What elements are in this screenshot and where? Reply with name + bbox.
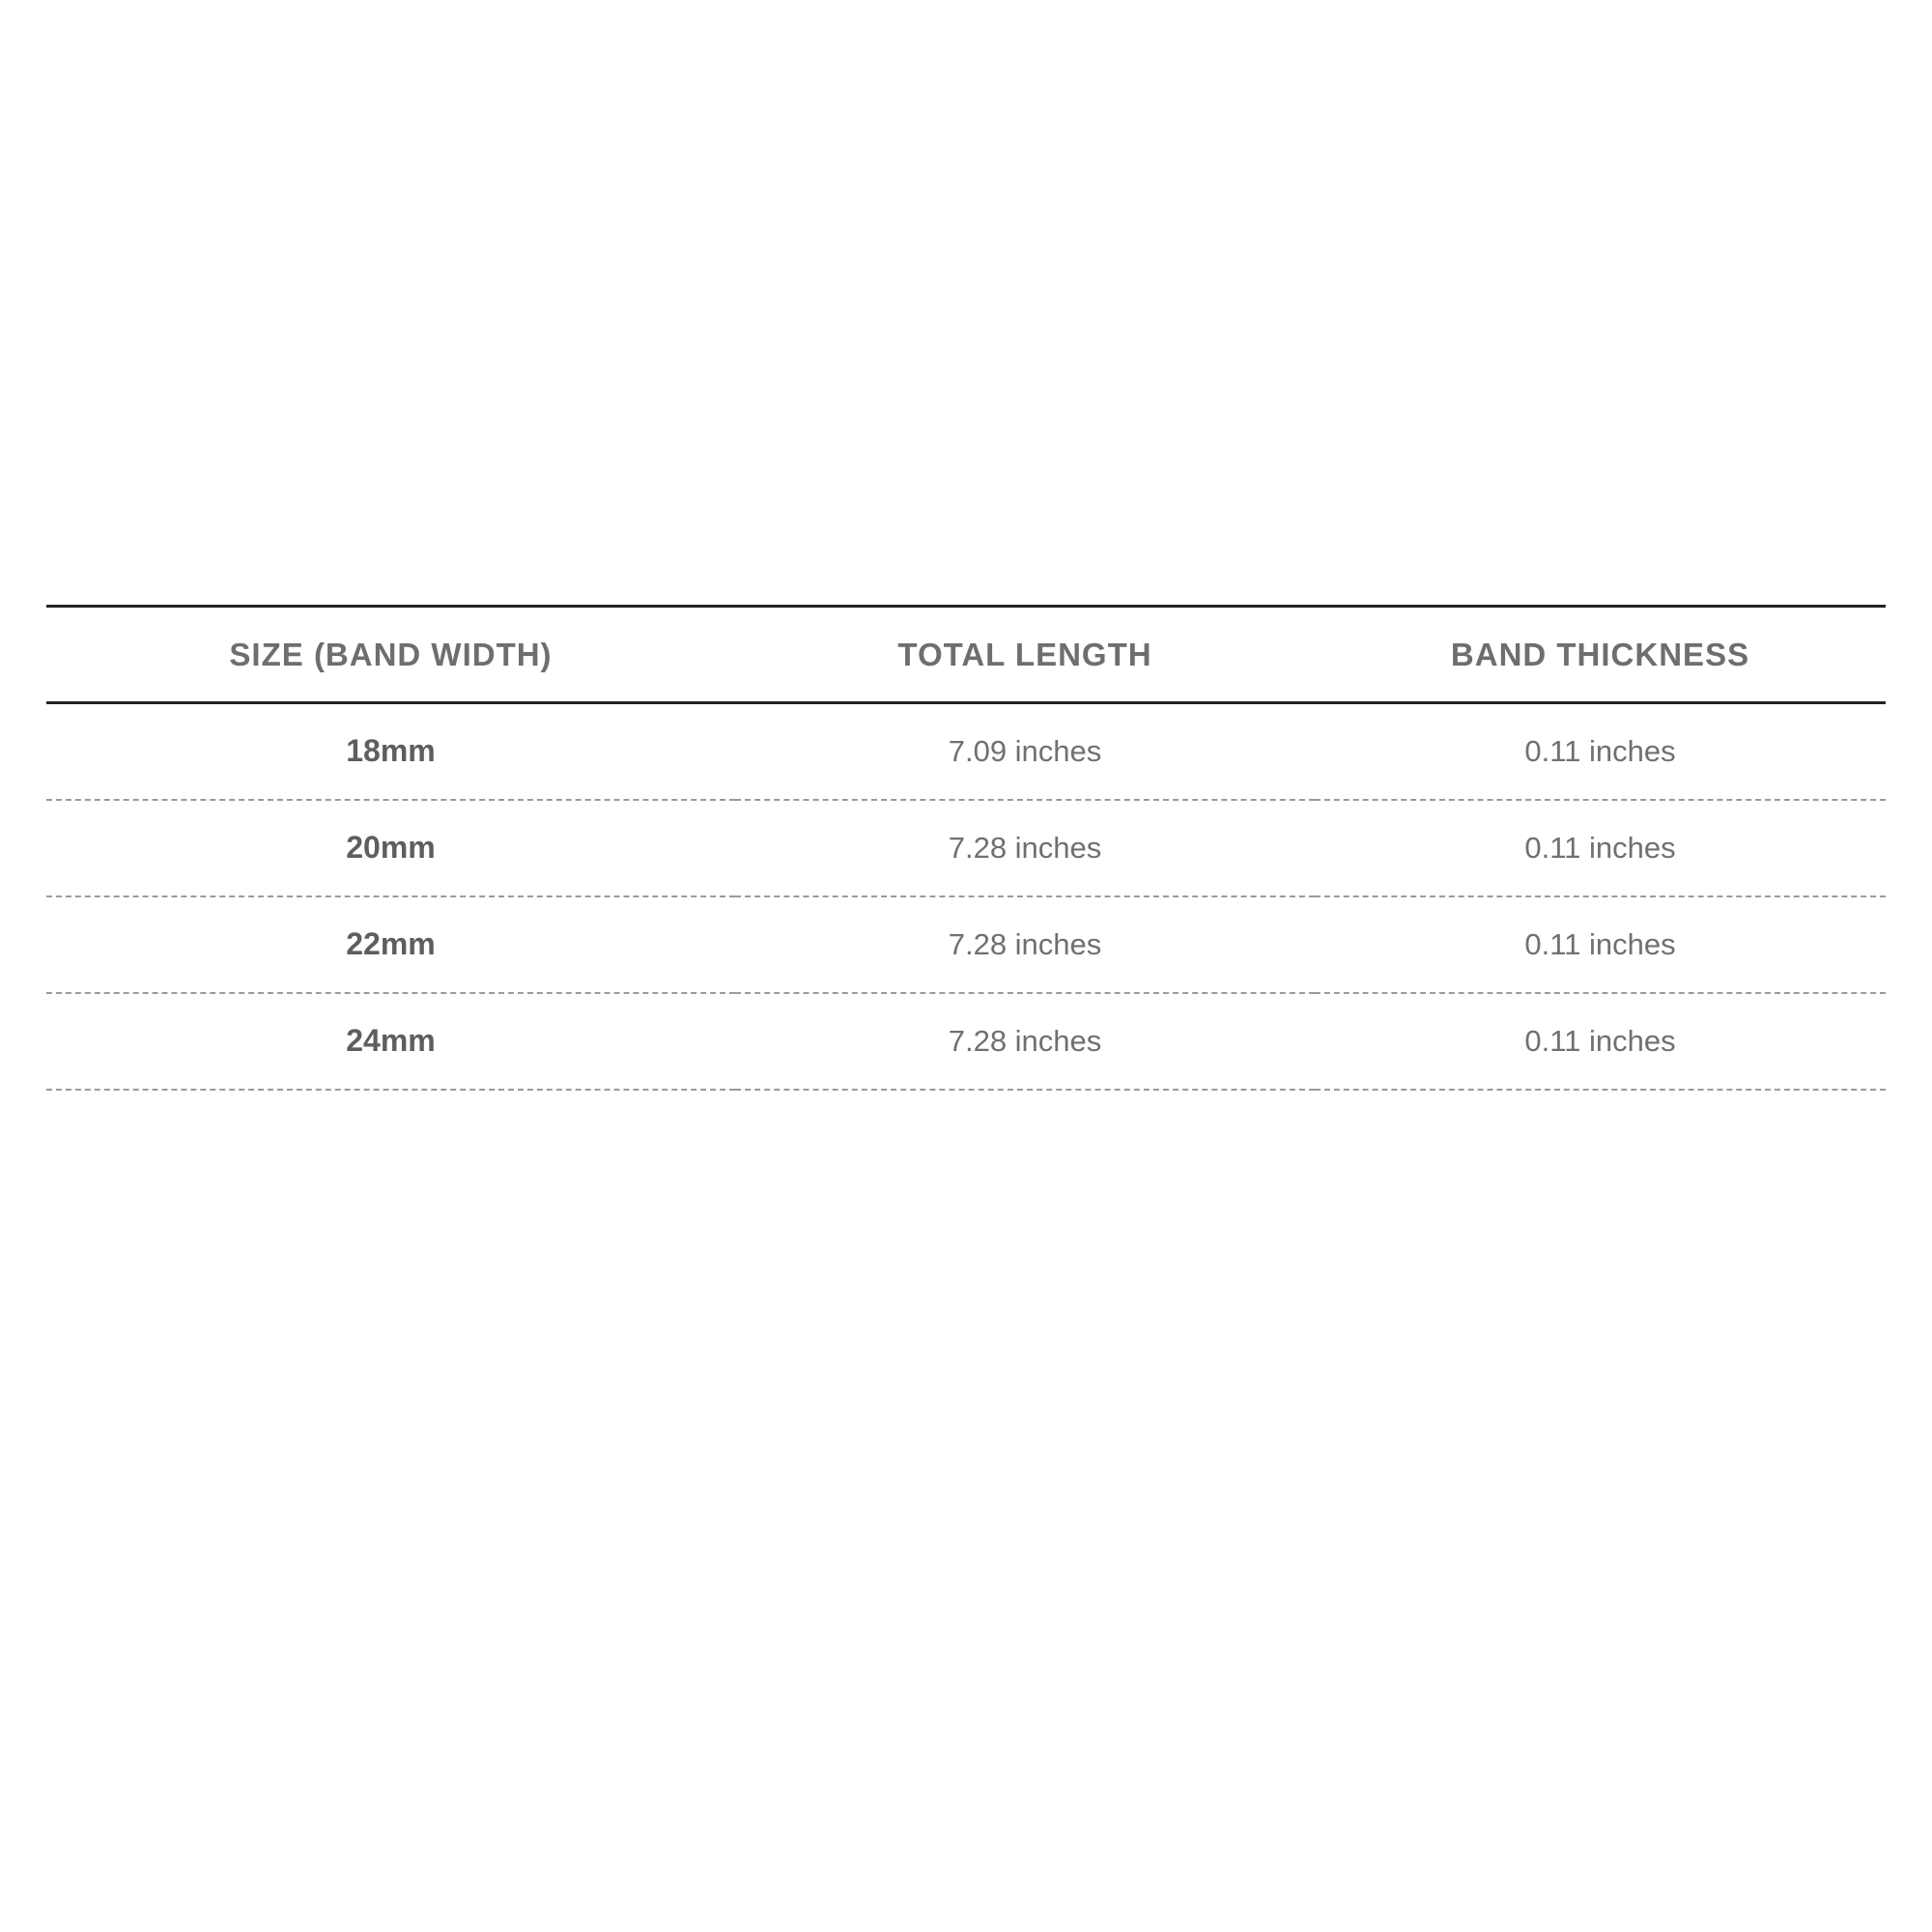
header-band-thickness: BAND THICKNESS <box>1315 607 1886 703</box>
header-row <box>46 607 1886 703</box>
header-size: SIZE (BAND WIDTH) <box>46 607 735 703</box>
band-thickness-cell: 0.11 inches <box>1315 800 1886 896</box>
header-total-length: TOTAL LENGTH <box>735 607 1315 703</box>
table-row <box>46 896 1886 993</box>
total-length-cell: 7.28 inches <box>735 993 1315 1090</box>
band-thickness-cell: 0.11 inches <box>1315 896 1886 993</box>
size-cell: 24mm <box>46 993 735 1090</box>
size-table <box>46 605 1886 1091</box>
size-cell: 18mm <box>46 703 735 800</box>
table-row <box>46 800 1886 896</box>
size-cell: 22mm <box>46 896 735 993</box>
band-thickness-cell: 0.11 inches <box>1315 993 1886 1090</box>
size-cell: 20mm <box>46 800 735 896</box>
table-row <box>46 993 1886 1090</box>
total-length-cell: 7.28 inches <box>735 800 1315 896</box>
total-length-cell: 7.28 inches <box>735 896 1315 993</box>
total-length-cell: 7.09 inches <box>735 703 1315 800</box>
table-row <box>46 703 1886 800</box>
size-chart <box>46 605 1886 1091</box>
table-header <box>46 607 1886 703</box>
table-body <box>46 703 1886 1090</box>
band-thickness-cell: 0.11 inches <box>1315 703 1886 800</box>
